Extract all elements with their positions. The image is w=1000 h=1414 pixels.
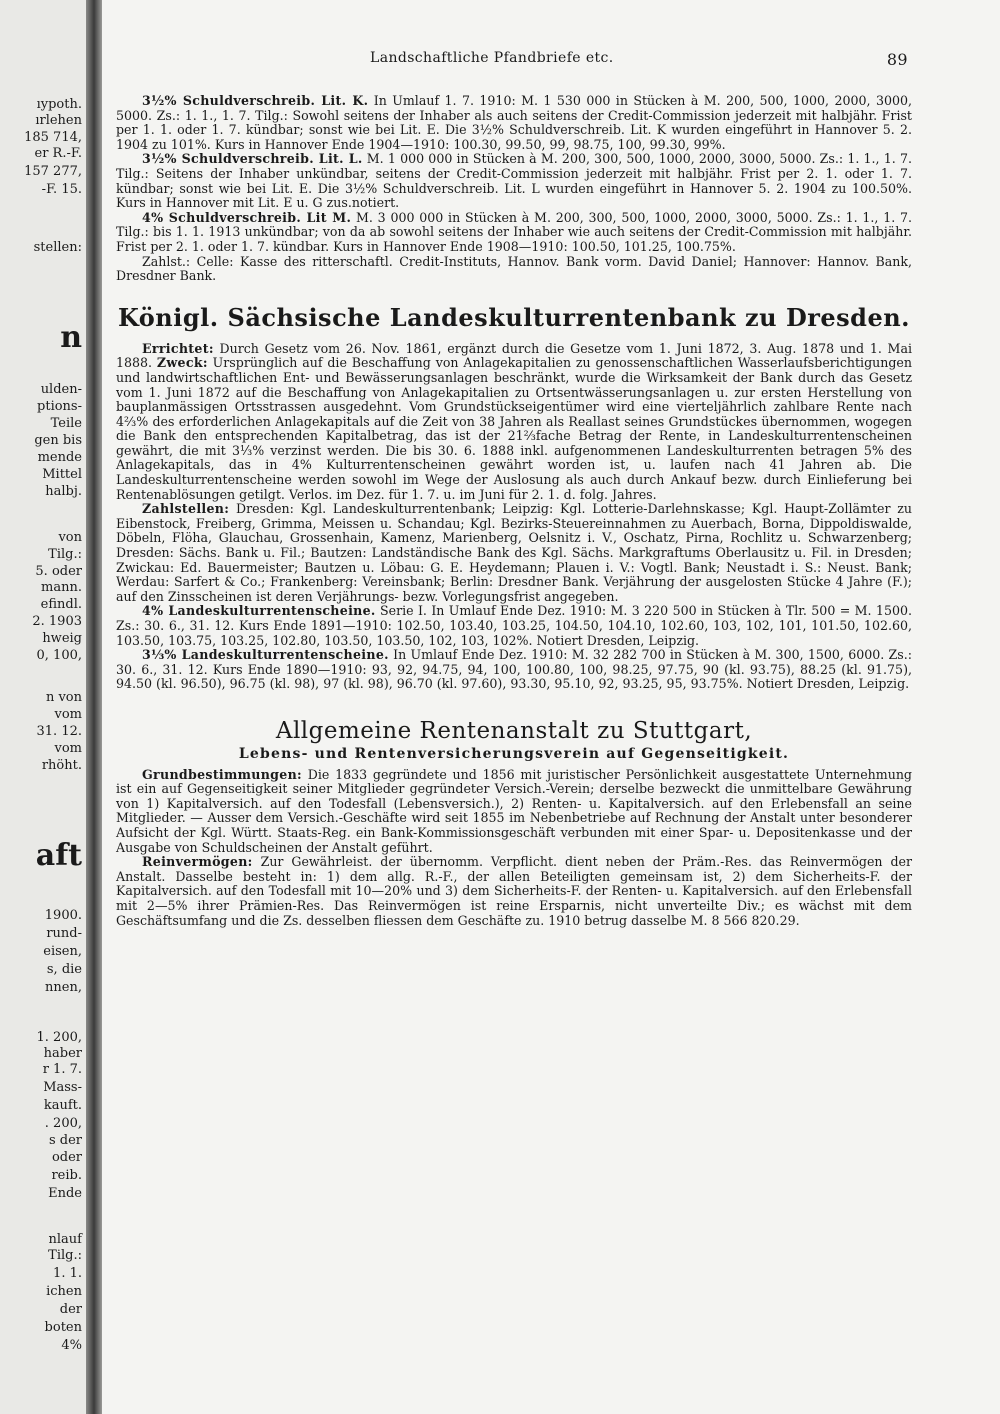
left-page-line: ulden-: [40, 382, 82, 397]
paragraph: Grundbestimmungen: Die 1833 gegründete und 1856 mit juristischer Persönlichkeit ausgestattete Unternehmung ist ein auf Gegenseitigkeit seiner Mitglieder gegründeter Versich.-Verein; derselbe bezweckt die unmittelbare Gewährung von 1) Kapitalversich. auf den Todesfall (Lebensversich.), 2) Renten- u. Kapitalversich. auf den Erlebensfall an seine Mitglieder. — Ausser dem Versich.-Geschäfte wird seit 1855 im Nebenbetriebe auf Rechnung der Anstalt unter besonderer Aufsicht der Kgl. Württ. Staats-Reg. ein Bank-Kommissionsgeschäft verbunden mit einer Spar- u. Depositenkasse und der Ausgabe von Schuldscheinen der Anstalt geführt.: [116, 766, 912, 855]
paragraph: 3⅓% Landeskulturrentenscheine. In Umlauf Ende Dez. 1910: M. 32 282 700 in Stücken à M. 300, 1500, 6000. Zs.: 30. 6., 31. 12. Kurs Ende 1890—1910: 93, 92, 94.75, 94, 100, 100.80, 100, 98.25, 97.75, 90 (kl. 93.75), 88.25 (kl. 91.75), 94.50 (kl. 96.50), 96.75 (kl. 98), 97 (kl. 98), 96.70 (kl. 97.60), 93.30, 95.10, 92, 93.25, 95, 93.75%. Notiert Dresden, Leipzig.: [116, 647, 912, 692]
left-page-line: . 200,: [44, 1116, 82, 1131]
left-page-line: reib.: [51, 1168, 82, 1183]
left-page-line: mende: [37, 450, 82, 465]
paragraph: 4% Schuldverschreib. Lit M. M. 3 000 000 in Stücken à M. 200, 300, 500, 1000, 2000, 3000, 5000. Zs.: 1. 1., 1. 7. Tilg.: bis 1. 1. 1913 unkündbar; von da ab sowohl seitens der Inhaber wie auch seitens der Credit-Commission mit halbjähr. Frist per 2. 1. oder 1. 7. kündbar. Kurs in Hannover Ende 1908—1910: 100.50, 101.25, 100.75%.: [116, 209, 912, 254]
section-dresden: [116, 342, 912, 692]
left-page-line: 31. 12.: [36, 724, 82, 739]
paragraph: Zahlst.: Celle: Kasse des ritterschaftl. Credit-Instituts, Hannov. Bank vorm. David Daniel; Hannover: Hannov. Bank, Dresdner Bank.: [116, 253, 912, 284]
running-title: Landschaftliche Pfandbriefe etc.: [370, 50, 614, 66]
left-page-line: 4%: [61, 1338, 82, 1353]
section-landschaftliche-continued: [116, 94, 912, 284]
paragraph: 3½% Schuldverschreib. Lit. K. In Umlauf 1. 7. 1910: M. 1 530 000 in Stücken à M. 200, 500, 1000, 2000, 3000, 5000. Zs.: 1. 1., 1. 7. Tilg.: Sowohl seitens der Inhaber als auch seitens der Credit-Commission jederzeit mit halbjähr. Frist per 1. 1. oder 1. 7. kündbar; sonst wie bei Lit. E. Die 3½% Schuldverschreib. Lit. K wurden eingeführt in Hannover 5. 2. 1904 zu 101%. Kurs in Hannover Ende 1904—1910: 100.30, 99.50, 99, 98.75, 100, 99.30, 99%.: [116, 93, 912, 152]
left-page-line: -F. 15.: [41, 182, 82, 197]
left-page-line: der: [59, 1302, 82, 1317]
left-page-line: rhöht.: [41, 758, 82, 773]
left-page-line: Teile: [50, 416, 82, 431]
book-gutter: [86, 0, 102, 1414]
left-page-line: 1. 200,: [36, 1030, 82, 1045]
left-page-line: 185 714,: [24, 130, 82, 145]
left-page-line: gen bis: [34, 433, 82, 448]
section-stuttgart: [116, 768, 912, 929]
left-page-line: nlauf: [48, 1232, 82, 1247]
left-page-line: n von: [45, 690, 82, 705]
section-subheading-stuttgart: Lebens- und Rentenversicherungsverein auf Gegenseitigkeit.: [238, 745, 790, 762]
left-page-line: Ende: [48, 1186, 82, 1201]
paragraph: Errichtet: Durch Gesetz vom 26. Nov. 1861, ergänzt durch die Gesetze vom 1. Juni 1872, 3. Aug. 1878 und 1. Mai 1888. Zweck: Ursprünglich auf die Beschaffung von Anlagekapitalien zu genossenschaftlichen Wasserlaufsberichtigungen und landwirtschaftlichen Ent- und Bewässerungsanlagen beschränkt, wurde die Wirksamkeit der Bank durch das Gesetz vom 1. Juni 1872 auf die Beschaffung von Anlagekapitalien zu Ortsentwässerungsanlagen u. zur ersten Herstellung von bauplanmässigen Ortsstrassen ausgedehnt. Vom Grundstückseigentümer wird eine vierteljährlich zahlbare Rente nach 4⅔% des erforderlichen Anlagekapitals auf die Zeit von 38 Jahren als Reallast seines Grundstückes übernommen, wogegen die Bank den entsprechenden Kapitalbetrag, das ist der 21⅔fache Betrag der Rente, in Landeskulturrentenscheinen gewährt, die mit 3⅓% verzinst werden. Die bis 30. 6. 1888 inkl. aufgenommenen Landeskulturrenten betragen 5% des Anlagekapitals, das in 4% Kulturrentenscheinen gewährt worden ist, u. laufen nach 41 Jahren ab. Die Landeskulturrentenscheine werden sowohl im Wege der Auslosung als auch durch Ankauf bezw. durch Einlieferung bei Rentenablösungen getilgt. Verlos. im Dez. für 1. 7. u. im Juni für 2. 1. d. folg. Jahres.: [116, 340, 912, 502]
left-page-line: halbj.: [45, 484, 82, 499]
paragraph: 4% Landeskulturrentenscheine. Serie I. In Umlauf Ende Dez. 1910: M. 3 220 500 in Stücken à Tlr. 500 = M. 1500. Zs.: 30. 6., 31. 12. Kurs Ende 1891—1910: 102.50, 103.40, 103.25, 104.50, 104.10, 102.60, 103, 102, 101, 101.50, 102.60, 103.50, 103.75, 103.25, 102.80, 103.50, 103.50, 102, 103, 102%. Notiert Dresden, Leipzig.: [116, 603, 912, 648]
paragraph: 3½% Schuldverschreib. Lit. L. M. 1 000 000 in Stücken à M. 200, 300, 500, 1000, 2000, 3000, 5000. Zs.: 1. 1., 1. 7. Tilg.: Seitens der Inhaber unkündbar, seitens der Credit-Commission jederzeit mit halbjähr. Frist per 2. 1. oder 1. 7. kündbar; sonst wie bei Lit. E. Die 3½% Schuldverschreib. Lit. L wurden eingeführt in Hannover 5. 2. 1904 zu 100.50%. Kurs in Hannover mit Lit. E u. G zus.notiert.: [116, 151, 912, 211]
left-page-line: vom: [54, 707, 82, 722]
left-page-line: 157 277,: [24, 164, 82, 179]
left-page-line: ichen: [46, 1284, 82, 1299]
book-page: [102, 0, 1000, 1414]
left-page-fragment: [0, 0, 90, 1414]
left-page-line: efindl.: [40, 597, 82, 612]
left-page-line: Mittel: [42, 467, 82, 482]
left-page-line: boten: [44, 1320, 82, 1335]
left-page-line: vom: [54, 741, 82, 756]
section-heading-dresden: Königl. Sächsische Landeskulturrentenbank zu Dresden.: [117, 302, 911, 332]
left-page-line: n: [60, 320, 82, 355]
left-page-line: nnen,: [45, 980, 82, 995]
left-page-line: ırlehen: [35, 113, 82, 128]
left-page-line: 0, 100,: [36, 648, 82, 663]
left-page-line: stellen:: [33, 240, 82, 255]
paragraph: Reinvermögen: Zur Gewährleist. der übernomm. Verpflicht. dient neben der Präm.-Res. das Reinvermögen der Anstalt. Dasselbe besteht in: 1) dem allg. R.-F., der allen Beteiligten gemeinsam ist, 2) dem Sicherheits-F. der Kapitalversich. auf den Todesfall mit 10—20% und 3) dem Sicherheits-F. der Renten- u. Kapitalversich. auf den Erlebensfall mit 2—5% ihrer Prämien-Res. Das Reinvermögen ist reine Ersparnis, nicht unverteilte Div.; es wächst mit dem Geschäftsumfang und die Zs. desselben fliessen dem Geschäfte zu. 1910 betrug dasselbe M. 8 566 820.29.: [116, 854, 912, 928]
paragraph: Zahlstellen: Dresden: Kgl. Landeskulturrentenbank; Leipzig: Kgl. Lotterie-Darlehnskasse; Kgl. Haupt-Zollämter zu Eibenstock, Freiberg, Grimma, Meissen u. Schandau; Kgl. Bezirks-Steuereinnahmen zu Auerbach, Borna, Dippoldiswalde, Döbeln, Flöha, Glauchau, Grossenhain, Kamenz, Marienberg, Oelsnitz i. V., Oschatz, Pirna, Rochlitz u. Schwarzenberg; Dresden: Sächs. Bank u. Fil.; Bautzen: Landständische Bank des Kgl. Sächs. Markgraftums Oberlausitz u. Fil. in Dresden; Zwickau: Ed. Bauermeister; Bautzen u. Löbau: G. E. Heydemann; Plauen i. V.: Vogtl. Bank; Neustadt i. S.: Neust. Bank; Werdau: Sarfert & Co.; Frankenberg: Vereinsbank; Berlin: Dresdner Bank. Verjährung der ausgelosten Stücke 4 Jahre (F.); auf den Zinsscheinen ist deren Verjährungs- bezw. Vorlegungsfrist angegeben.: [116, 501, 912, 604]
page-header: [102, 50, 1000, 72]
left-page-line: 2. 1903: [32, 614, 82, 629]
left-page-line: Tilg.:: [48, 547, 82, 562]
left-page-line: Tilg.:: [48, 1248, 82, 1263]
left-page-line: ıypoth.: [36, 97, 82, 112]
left-page-line: Mass-: [43, 1080, 82, 1095]
left-page-line: oder: [51, 1150, 82, 1165]
left-page-line: rund-: [46, 926, 82, 941]
left-page-line: aft: [35, 838, 82, 873]
left-page-line: ptions-: [37, 399, 82, 414]
left-page-line: von: [58, 530, 82, 545]
left-page-line: s, die: [46, 962, 82, 977]
left-page-line: er R.-F.: [34, 146, 82, 161]
left-page-line: r 1. 7.: [42, 1062, 82, 1077]
left-page-line: 1. 1.: [53, 1266, 82, 1281]
page-number: 89: [886, 50, 908, 69]
left-page-line: 5. oder: [35, 564, 82, 579]
section-heading-stuttgart: Allgemeine Rentenanstalt zu Stuttgart,: [275, 717, 753, 744]
page-content: [116, 94, 912, 928]
left-page-line: mann.: [41, 580, 82, 595]
left-page-line: haber: [43, 1046, 82, 1061]
left-page-line: kauft.: [43, 1098, 82, 1113]
left-page-line: eisen,: [43, 944, 82, 959]
left-page-line: 1900.: [44, 908, 82, 923]
left-page-line: hweig: [42, 631, 82, 646]
left-page-line: s der: [48, 1133, 82, 1148]
